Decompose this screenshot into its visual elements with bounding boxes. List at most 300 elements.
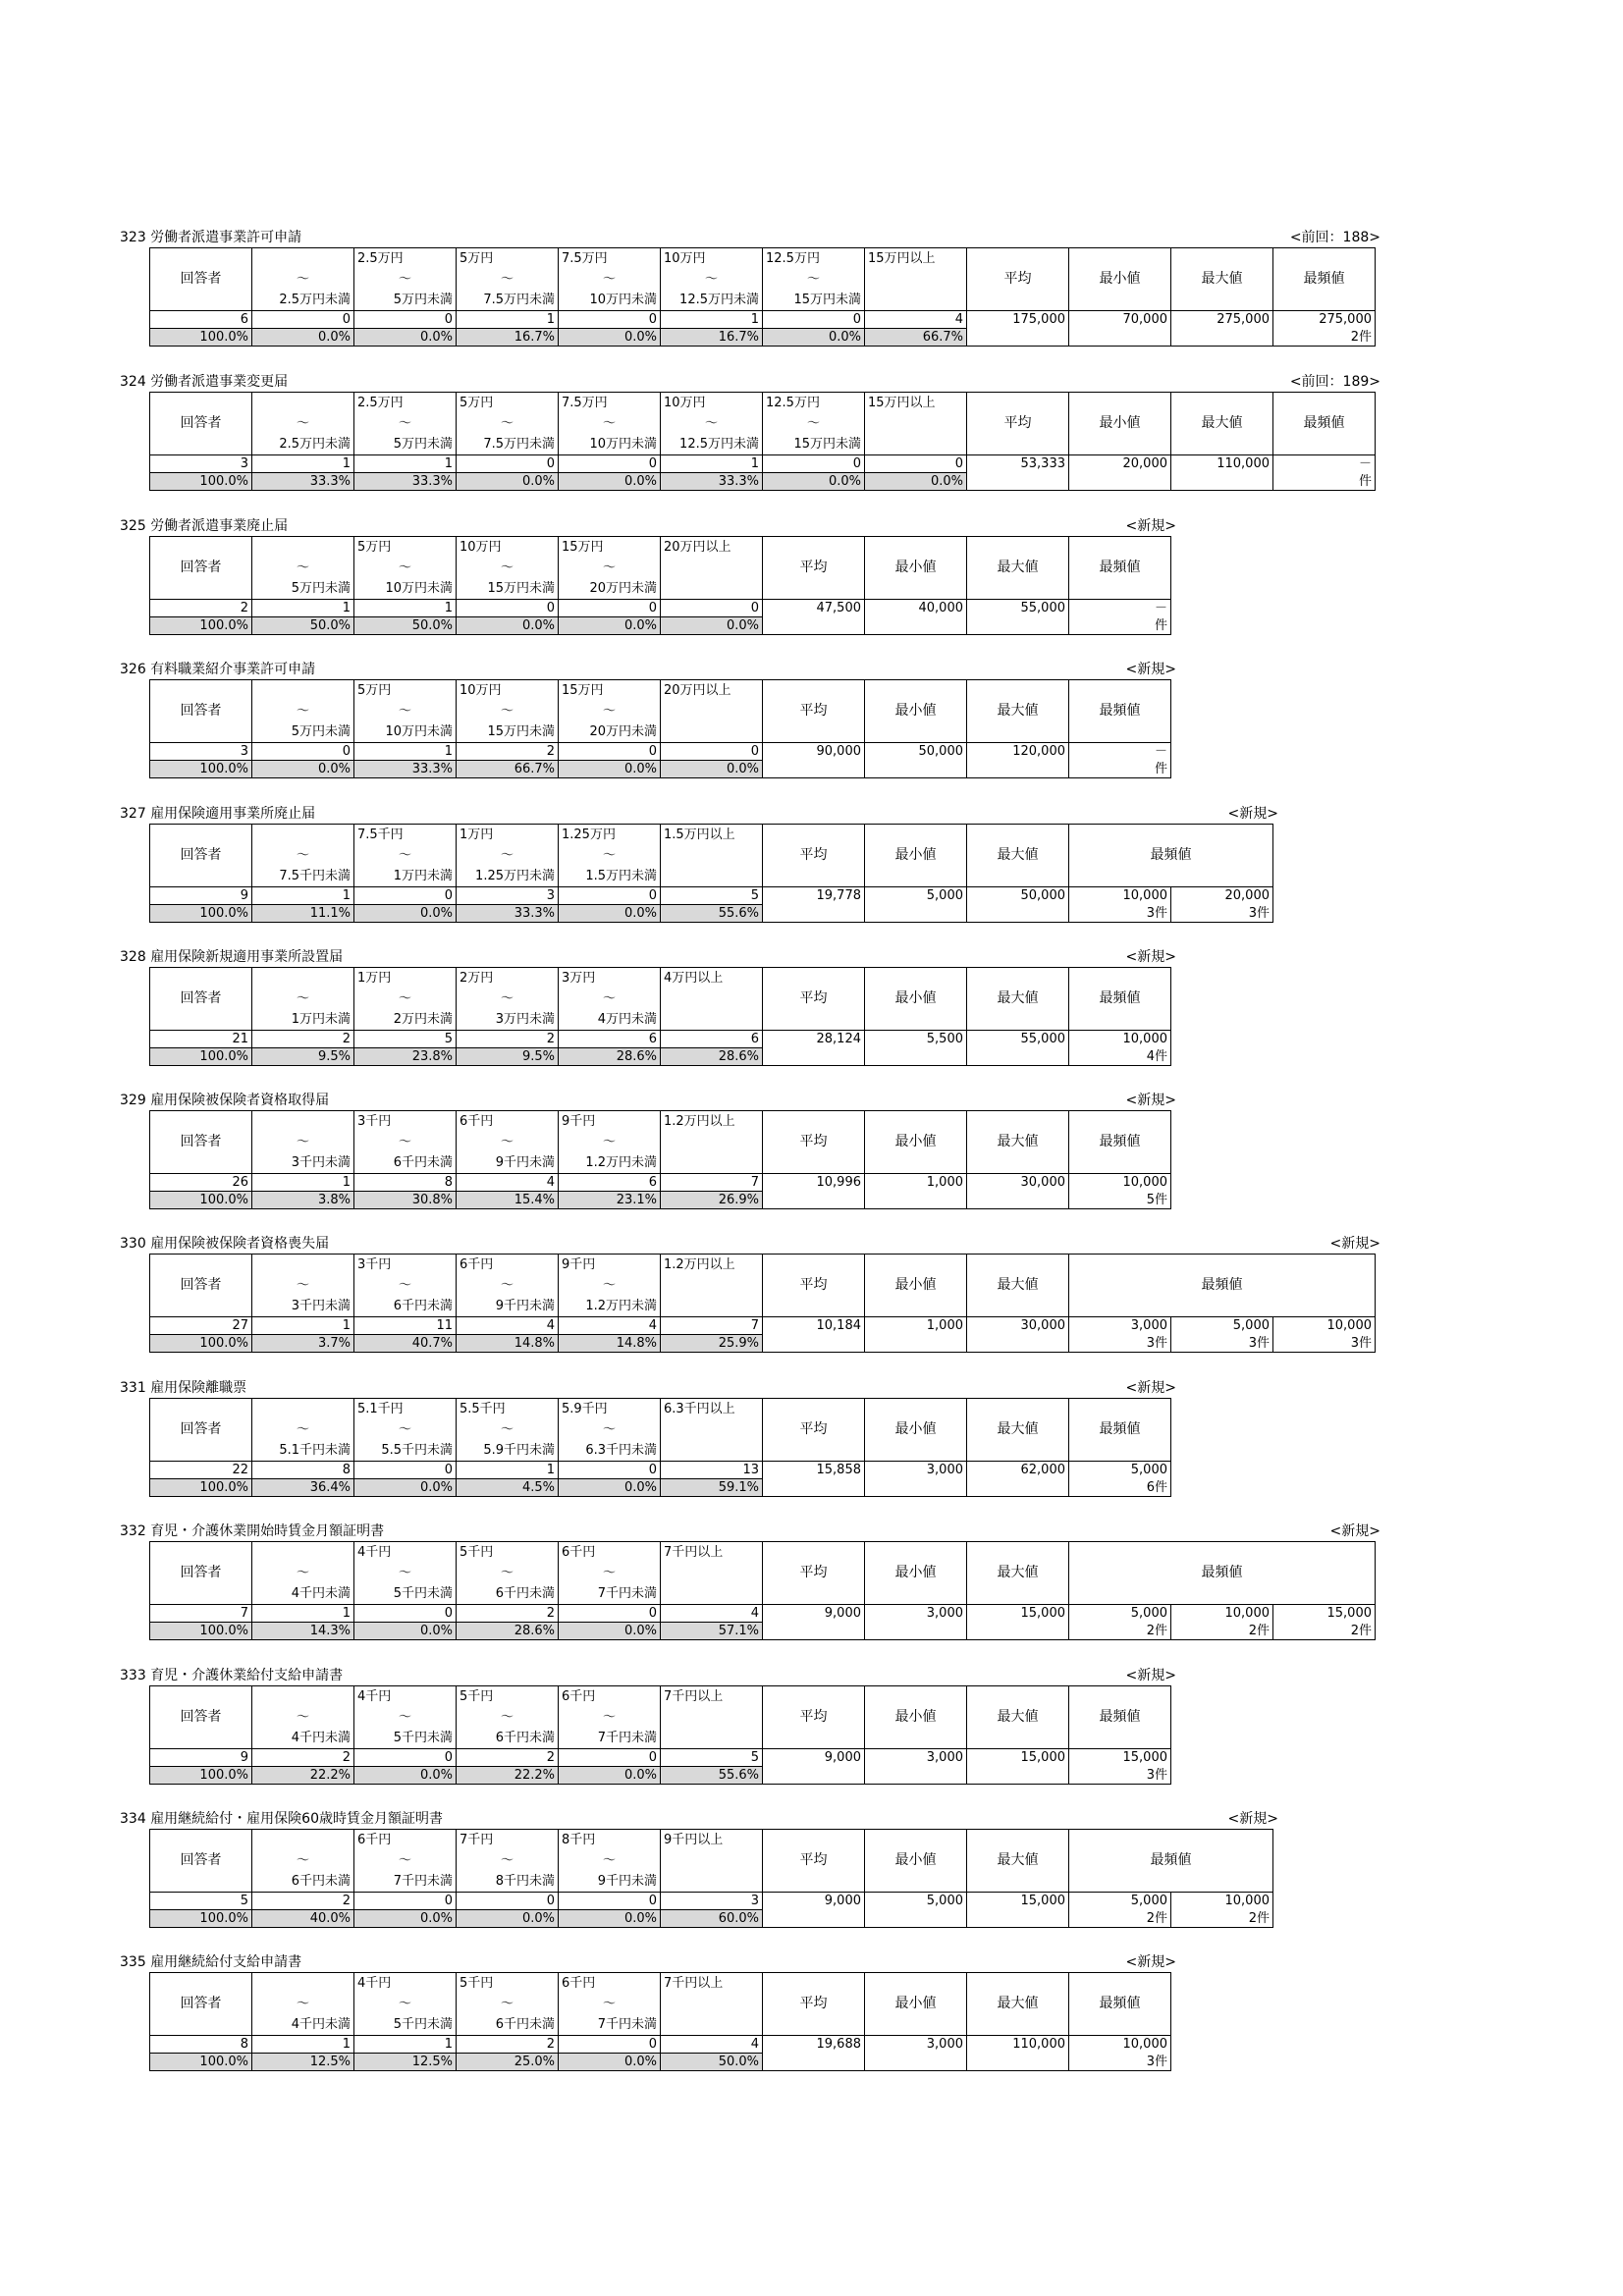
range-upper: 5.1千円未満 [252,1440,354,1462]
section-name: 有料職業紹介事業許可申請 [150,662,316,677]
section-title [120,228,301,247]
range-lower [252,1830,354,1851]
range-tilde: ～ [559,701,661,721]
range-lower: 2.5万円 [354,248,457,270]
range-percent: 16.7% [661,329,763,347]
min-label: 最小値 [865,1542,967,1605]
range-tilde: ～ [457,845,559,866]
range-lower: 5.1千円 [354,1399,457,1420]
mode-value: － [1069,743,1171,761]
max-value: 110,000 [967,2036,1069,2071]
respondents-label: 回答者 [150,1255,252,1317]
stat-section-331 [120,1378,1176,1497]
range-tilde: ～ [559,1563,661,1583]
range-lower: 12.5万円 [763,393,865,414]
range-tilde: ～ [354,845,457,866]
range-percent: 0.0% [354,905,457,923]
avg-value: 10,184 [763,1317,865,1353]
max-value: 50,000 [967,887,1069,923]
range-percent: 15.4% [457,1192,559,1209]
section-title [120,1666,343,1685]
range-count: 0 [559,887,661,905]
range-lower: 20万円以上 [661,680,763,702]
range-lower: 1万円 [354,968,457,989]
total-count: 7 [150,1605,252,1623]
range-percent: 0.0% [559,617,661,635]
mode-value: 20,000 [1171,887,1273,905]
range-upper: 5.9千円未満 [457,1440,559,1462]
range-lower: 3万円 [559,968,661,989]
avg-label: 平均 [763,1399,865,1462]
range-percent: 33.3% [354,761,457,778]
section-tag: <新規> [1227,806,1278,822]
mode-value: 5,000 [1171,1317,1273,1335]
range-percent: 50.0% [661,2054,763,2071]
range-count: 1 [252,600,354,617]
range-count: 4 [661,2036,763,2054]
max-label: 最大値 [967,968,1069,1031]
section-title [120,1234,329,1254]
avg-label: 平均 [763,537,865,600]
total-percent: 100.0% [150,1910,252,1928]
respondents-label: 回答者 [150,537,252,600]
range-lower: 7千円以上 [661,1686,763,1708]
max-label: 最大値 [967,537,1069,600]
total-count: 6 [150,311,252,329]
range-tilde: ～ [457,701,559,721]
range-percent: 0.0% [661,761,763,778]
section-name: 雇用保険被保険者資格喪失届 [150,1236,330,1252]
range-count: 0 [354,1893,457,1910]
mode-label: 最頻値 [1069,825,1273,887]
range-lower: 1万円 [457,825,559,846]
max-value: 110,000 [1171,455,1273,491]
range-tilde: ～ [457,1275,559,1296]
range-lower: 10万円 [457,537,559,559]
range-count: 7 [661,1317,763,1335]
range-tilde: ～ [354,1132,457,1152]
avg-value: 90,000 [763,743,865,778]
mode-value: 5,000 [1069,1462,1171,1479]
range-percent: 33.3% [354,473,457,491]
mode-value: － [1069,600,1171,617]
section-number: 335 [120,1954,146,1970]
mode-count: 4件 [1069,1048,1171,1066]
range-percent: 0.0% [559,1479,661,1497]
range-upper [661,1583,763,1605]
section-number: 334 [120,1811,146,1827]
respondents-label: 回答者 [150,1830,252,1893]
range-lower [252,1111,354,1133]
range-upper [661,721,763,743]
respondents-label: 回答者 [150,680,252,743]
range-upper: 15万円未満 [763,434,865,455]
range-count: 0 [865,455,967,473]
range-lower: 9千円 [559,1111,661,1133]
range-count: 8 [252,1462,354,1479]
min-label: 最小値 [865,1111,967,1174]
range-upper: 1.2万円未満 [559,1152,661,1174]
range-upper: 5.5千円未満 [354,1440,457,1462]
avg-value: 47,500 [763,600,865,635]
range-tilde: ～ [354,1275,457,1296]
respondents-label: 回答者 [150,1973,252,2036]
range-upper [865,290,967,311]
total-count: 27 [150,1317,252,1335]
range-count: 11 [354,1317,457,1335]
range-upper: 6千円未満 [457,2014,559,2036]
mode-label: 最頻値 [1069,968,1171,1031]
section-name: 雇用継続給付支給申請書 [150,1954,302,1970]
max-label: 最大値 [967,1111,1069,1174]
mode-count: 2件 [1273,329,1376,347]
range-upper [661,1440,763,1462]
respondents-label: 回答者 [150,393,252,455]
stat-table [149,824,1273,923]
respondents-label: 回答者 [150,248,252,311]
max-value: 15,000 [967,1749,1069,1785]
range-lower: 6千円 [457,1111,559,1133]
range-count: 1 [354,2036,457,2054]
total-percent: 100.0% [150,905,252,923]
range-percent: 26.9% [661,1192,763,1209]
min-label: 最小値 [865,1686,967,1749]
total-percent: 100.0% [150,1048,252,1066]
range-percent: 66.7% [865,329,967,347]
min-value: 5,000 [865,887,967,923]
range-tilde: ～ [354,701,457,721]
stat-table [149,1541,1376,1640]
respondents-label: 回答者 [150,825,252,887]
stat-table [149,392,1376,491]
range-percent: 0.0% [559,1767,661,1785]
range-tilde: ～ [559,845,661,866]
range-percent: 22.2% [457,1767,559,1785]
min-label: 最小値 [865,1830,967,1893]
stat-section-328 [120,947,1176,1066]
range-tilde: ～ [354,1563,457,1583]
avg-value: 9,000 [763,1749,865,1785]
section-tag: <新規> [1125,1954,1176,1970]
range-upper: 4千円未満 [252,1728,354,1749]
range-upper: 6千円未満 [457,1728,559,1749]
respondents-label: 回答者 [150,1686,252,1749]
total-percent: 100.0% [150,1479,252,1497]
range-percent: 0.0% [457,617,559,635]
range-tilde: ～ [559,988,661,1009]
range-lower: 5.5千円 [457,1399,559,1420]
range-lower: 6.3千円以上 [661,1399,763,1420]
range-tilde: ～ [661,413,763,434]
range-count: 4 [457,1174,559,1192]
min-label: 最小値 [865,825,967,887]
range-tilde: ～ [457,1563,559,1583]
range-lower: 6千円 [559,1973,661,1995]
max-label: 最大値 [967,1542,1069,1605]
section-tag: <新規> [1125,518,1176,534]
range-upper: 2.5万円未満 [252,434,354,455]
range-count: 1 [661,455,763,473]
mode-value: 15,000 [1069,1749,1171,1767]
range-percent: 0.0% [457,473,559,491]
mode-count: 3件 [1069,905,1171,923]
section-number: 330 [120,1236,146,1252]
range-tilde: ～ [252,1850,354,1871]
max-value: 120,000 [967,743,1069,778]
mode-value: 10,000 [1069,1174,1171,1192]
range-lower: 1.2万円以上 [661,1255,763,1276]
range-tilde: ～ [457,988,559,1009]
section-number: 324 [120,374,146,390]
range-count: 1 [252,455,354,473]
section-tag: <新規> [1125,949,1176,965]
range-upper: 6千円未満 [354,1152,457,1174]
range-lower: 5.9千円 [559,1399,661,1420]
range-percent: 22.2% [252,1767,354,1785]
range-upper: 5千円未満 [354,1728,457,1749]
range-count: 0 [354,1605,457,1623]
section-number: 333 [120,1668,146,1683]
stat-table [149,536,1171,635]
range-count: 0 [559,455,661,473]
stat-section-329 [120,1091,1176,1209]
mode-value: 15,000 [1273,1605,1376,1623]
section-number: 329 [120,1093,146,1108]
section-title [120,1952,301,1972]
mode-count: 2件 [1273,1623,1376,1640]
mode-label: 最頻値 [1069,537,1171,600]
avg-value: 19,688 [763,2036,865,2071]
range-percent: 66.7% [457,761,559,778]
range-count: 0 [252,311,354,329]
range-percent: 0.0% [763,473,865,491]
range-tilde: ～ [457,413,559,434]
range-tilde: ～ [457,1707,559,1728]
range-count: 0 [559,1605,661,1623]
range-percent: 0.0% [559,761,661,778]
range-count: 0 [559,1893,661,1910]
range-lower: 15万円 [559,680,661,702]
max-label: 最大値 [1171,248,1273,311]
section-title [120,947,343,967]
min-label: 最小値 [865,1399,967,1462]
range-tilde: ～ [252,1275,354,1296]
range-percent: 14.8% [559,1335,661,1353]
mode-value: 10,000 [1171,1605,1273,1623]
range-percent: 33.3% [252,473,354,491]
range-percent: 0.0% [354,1479,457,1497]
stat-table [149,1685,1171,1785]
range-percent: 11.1% [252,905,354,923]
range-percent: 16.7% [457,329,559,347]
range-count: 2 [457,2036,559,2054]
range-upper: 9千円未満 [559,1871,661,1893]
range-lower: 2万円 [457,968,559,989]
stat-section-333 [120,1666,1176,1785]
range-count: 0 [661,743,763,761]
range-percent: 28.6% [457,1623,559,1640]
stat-section-330 [120,1234,1380,1353]
avg-value: 28,124 [763,1031,865,1066]
range-count: 2 [457,1031,559,1048]
range-lower: 9千円以上 [661,1830,763,1851]
range-tilde: ～ [354,1850,457,1871]
range-tilde: ～ [559,413,661,434]
range-percent: 28.6% [661,1048,763,1066]
range-count: 0 [457,455,559,473]
min-label: 最小値 [865,680,967,743]
range-lower: 7千円 [457,1830,559,1851]
range-percent: 0.0% [559,2054,661,2071]
mode-count: 件 [1273,473,1376,491]
range-count: 2 [252,1031,354,1048]
section-tag: <新規> [1329,1236,1380,1252]
range-count: 1 [252,887,354,905]
total-percent: 100.0% [150,2054,252,2071]
range-count: 1 [661,311,763,329]
range-count: 7 [661,1174,763,1192]
range-tilde: ～ [354,988,457,1009]
range-lower: 5万円 [354,680,457,702]
mode-count: 2件 [1069,1623,1171,1640]
range-percent: 0.0% [354,1767,457,1785]
range-tilde: ～ [457,269,559,290]
range-upper [661,1296,763,1317]
mode-count: 3件 [1069,1767,1171,1785]
range-tilde: ～ [457,558,559,578]
total-percent: 100.0% [150,1192,252,1209]
avg-value: 53,333 [967,455,1069,491]
section-number: 328 [120,949,146,965]
section-name: 育児・介護休業開始時賃金月額証明書 [150,1523,385,1539]
avg-label: 平均 [763,1686,865,1749]
avg-label: 平均 [763,825,865,887]
stat-table [149,1972,1171,2071]
range-lower [252,680,354,702]
section-name: 雇用保険離職票 [150,1380,247,1396]
min-label: 最小値 [865,1255,967,1317]
range-count: 0 [763,311,865,329]
section-name: 労働者派遣事業変更届 [150,374,289,390]
avg-label: 平均 [763,968,865,1031]
range-upper: 12.5万円未満 [661,434,763,455]
range-count: 0 [763,455,865,473]
total-count: 5 [150,1893,252,1910]
section-tag: <新規> [1227,1811,1278,1827]
range-lower: 10万円 [457,680,559,702]
range-lower: 6千円 [559,1686,661,1708]
range-upper: 5万円未満 [252,578,354,600]
range-upper: 4万円未満 [559,1009,661,1031]
range-upper: 9千円未満 [457,1296,559,1317]
range-upper [661,1728,763,1749]
range-percent: 33.3% [457,905,559,923]
range-upper: 6千円未満 [457,1583,559,1605]
range-percent: 0.0% [763,329,865,347]
range-count: 0 [457,600,559,617]
section-tag: <新規> [1125,1093,1176,1108]
range-percent: 0.0% [252,329,354,347]
mode-value: 10,000 [1273,1317,1376,1335]
range-tilde: ～ [354,269,457,290]
mode-count: 件 [1069,761,1171,778]
min-value: 3,000 [865,1605,967,1640]
range-lower: 10万円 [661,393,763,414]
range-percent: 40.0% [252,1910,354,1928]
range-tilde: ～ [252,558,354,578]
mode-value: 10,000 [1069,887,1171,905]
range-upper [865,434,967,455]
range-lower [252,1255,354,1276]
range-count: 1 [252,1605,354,1623]
range-upper: 2.5万円未満 [252,290,354,311]
section-title [120,516,288,536]
range-upper: 7.5千円未満 [252,866,354,887]
max-label: 最大値 [967,680,1069,743]
stat-table [149,1110,1171,1209]
min-value: 50,000 [865,743,967,778]
section-tag: <新規> [1125,1380,1176,1396]
range-tilde: ～ [559,1850,661,1871]
min-value: 40,000 [865,600,967,635]
range-percent: 23.1% [559,1192,661,1209]
range-percent: 12.5% [252,2054,354,2071]
range-tilde: ～ [559,1275,661,1296]
total-count: 22 [150,1462,252,1479]
section-tag: <前回：189> [1289,374,1380,390]
total-percent: 100.0% [150,617,252,635]
total-percent: 100.0% [150,329,252,347]
range-percent: 50.0% [354,617,457,635]
section-tag: <新規> [1329,1523,1380,1539]
max-value: 55,000 [967,600,1069,635]
range-tilde: ～ [252,1994,354,2014]
range-upper: 9千円未満 [457,1152,559,1174]
range-upper: 2万円未満 [354,1009,457,1031]
range-percent: 9.5% [457,1048,559,1066]
avg-label: 平均 [763,1830,865,1893]
range-count: 0 [354,887,457,905]
stat-section-323 [120,228,1380,347]
mode-count: 2件 [1171,1623,1273,1640]
range-count: 1 [354,743,457,761]
range-lower: 7.5万円 [559,248,661,270]
stat-table [149,1829,1273,1928]
range-upper: 1万円未満 [252,1009,354,1031]
section-name: 労働者派遣事業許可申請 [150,230,302,245]
mode-label: 最頻値 [1069,1973,1171,2036]
range-count: 1 [252,1174,354,1192]
avg-label: 平均 [967,248,1069,311]
section-number: 323 [120,230,146,245]
range-tilde: ～ [354,1419,457,1440]
min-label: 最小値 [1069,248,1171,311]
mode-label: 最頻値 [1069,680,1171,743]
range-percent: 0.0% [661,617,763,635]
section-title [120,1378,246,1398]
range-lower [252,1399,354,1420]
range-upper: 7千円未満 [354,1871,457,1893]
range-percent: 0.0% [354,329,457,347]
section-tag: <前回：188> [1289,230,1380,245]
range-upper [661,1152,763,1174]
range-upper: 7.5万円未満 [457,434,559,455]
range-percent: 55.6% [661,1767,763,1785]
range-lower: 4千円 [354,1686,457,1708]
range-lower [252,825,354,846]
stat-table [149,247,1376,347]
range-tilde: ～ [763,413,865,434]
